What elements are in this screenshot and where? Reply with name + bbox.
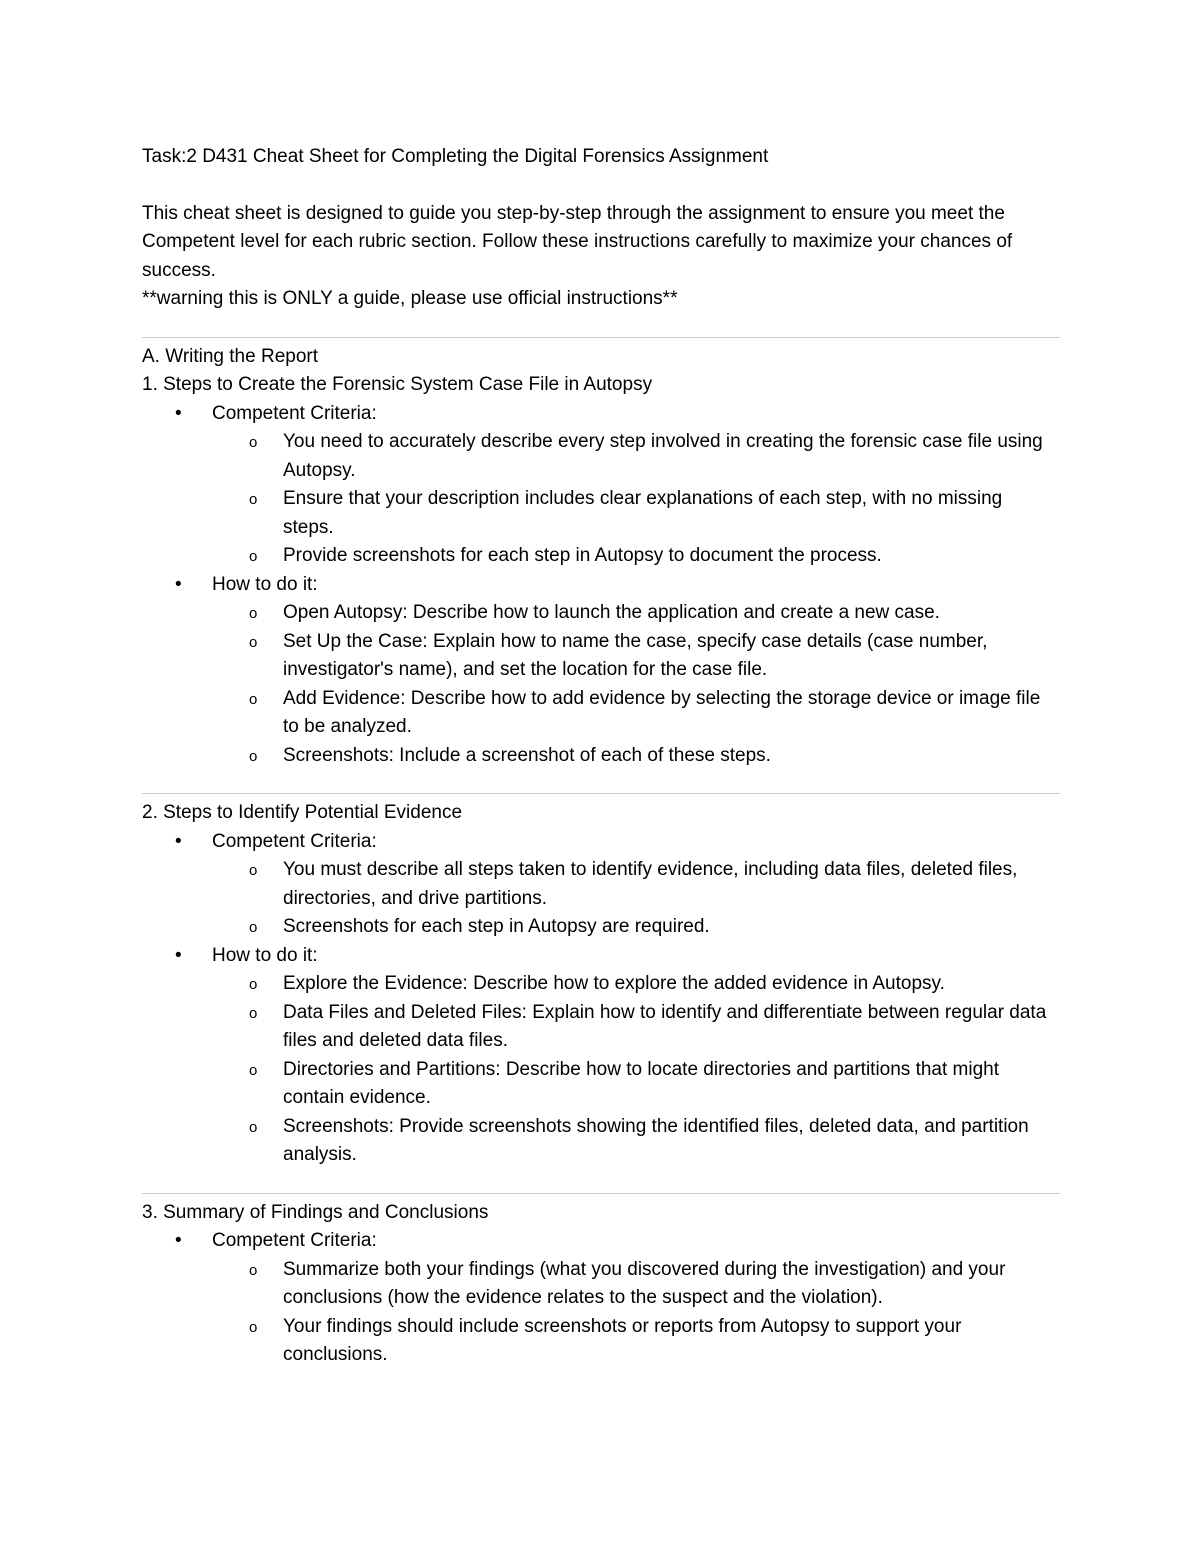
sub-item-text: Your findings should include screenshots or reports from Autopsy to support your conclusions.	[283, 1315, 962, 1365]
section-heading: 1. Steps to Create the Forensic System Case File in Autopsy	[142, 374, 653, 395]
sub-item	[212, 599, 1060, 628]
bullet-dot-icon: •	[175, 830, 182, 852]
sub-item	[212, 970, 1060, 999]
circle-bullet-icon: o	[249, 491, 258, 508]
bullet-list	[142, 400, 1060, 771]
circle-bullet-icon: o	[249, 1118, 258, 1136]
sub-item-text: Provide screenshots for each step in Autopsy to document the process.	[283, 545, 882, 566]
sub-item	[212, 1256, 1060, 1313]
circle-bullet-icon: o	[249, 1318, 258, 1336]
sub-item-text: Screenshots for each step in Autopsy are required.	[283, 916, 710, 937]
document-body	[142, 143, 1060, 1370]
sub-item-text: Screenshots: Include a screenshot of each of these steps.	[283, 744, 771, 766]
sub-item	[212, 999, 1060, 1056]
section-divider	[142, 1193, 1060, 1194]
part-heading: A. Writing the Report	[142, 345, 319, 367]
sub-item-text: Screenshots: Provide screenshots showing the identified files, deleted data, and partition analysis.	[283, 1115, 1029, 1165]
sub-item-text: Summarize both your findings (what you discovered during the investigation) and your conclusions (how the evidence relates to the suspect and the violation).	[283, 1258, 1006, 1308]
circle-bullet-icon: o	[249, 434, 258, 451]
sub-item-text: Explore the Evidence: Describe how to explore the added evidence in Autopsy.	[283, 973, 945, 994]
sub-item	[212, 1113, 1060, 1170]
bullet-dot-icon: •	[175, 1230, 182, 1251]
bullet-label: Competent Criteria:	[212, 830, 377, 852]
sections-container	[142, 371, 1060, 1370]
bullet-label: How to do it:	[212, 944, 318, 966]
circle-bullet-icon: o	[249, 919, 258, 936]
bullet-label: Competent Criteria:	[212, 1230, 377, 1251]
sub-item	[212, 485, 1060, 542]
circle-bullet-icon: o	[249, 690, 258, 708]
circle-bullet-icon: o	[249, 747, 258, 765]
bullet-label: Competent Criteria:	[212, 402, 377, 424]
circle-bullet-icon: o	[249, 548, 258, 565]
circle-bullet-icon: o	[249, 1061, 258, 1079]
sub-item	[212, 1056, 1060, 1113]
sub-item-text: Set Up the Case: Explain how to name the case, specify case details (case number, investigator's name), and set the location for the case file.	[283, 630, 988, 680]
circle-bullet-icon: o	[249, 1261, 258, 1279]
circle-bullet-icon: o	[249, 633, 258, 651]
section-heading: 2. Steps to Identify Potential Evidence	[142, 802, 463, 823]
bullet-dot-icon: •	[175, 402, 182, 424]
sub-list	[212, 856, 1060, 942]
bullet-item	[142, 571, 1060, 771]
sub-item	[212, 742, 1060, 771]
section-divider	[142, 337, 1060, 338]
bullet-label: How to do it:	[212, 573, 318, 595]
sub-item	[212, 913, 1060, 942]
sub-item	[212, 685, 1060, 742]
bullet-item	[142, 400, 1060, 571]
sub-item	[212, 1313, 1060, 1370]
sub-item	[212, 428, 1060, 485]
sub-item-text: You must describe all steps taken to identify evidence, including data files, deleted files, directories, and drive partitions.	[283, 859, 1018, 909]
bullet-dot-icon: •	[175, 573, 182, 595]
section-divider	[142, 793, 1060, 794]
sub-list	[212, 970, 1060, 1170]
circle-bullet-icon: o	[249, 976, 258, 993]
sub-item-text: Open Autopsy: Describe how to launch the application and create a new case.	[283, 602, 940, 623]
sub-item	[212, 856, 1060, 913]
sub-list	[212, 599, 1060, 770]
section-heading: 3. Summary of Findings and Conclusions	[142, 1201, 489, 1223]
bullet-item	[142, 942, 1060, 1170]
sub-list	[212, 428, 1060, 571]
bullet-dot-icon: •	[175, 944, 182, 966]
sub-item	[212, 542, 1060, 571]
bullet-list	[142, 828, 1060, 1170]
bullet-list	[142, 1227, 1060, 1370]
intro-paragraph: This cheat sheet is designed to guide you step-by-step through the assignment to ensure you meet the Competent level for each rubric section. Follow these instructions carefully to maximize your chances of success.	[142, 202, 1013, 281]
bullet-item	[142, 1227, 1060, 1370]
warning-note: **warning this is ONLY a guide, please use official instructions**	[142, 288, 678, 309]
sub-item-text: Add Evidence: Describe how to add evidence by selecting the storage device or image file to be analyzed.	[283, 687, 1041, 737]
sub-item	[212, 628, 1060, 685]
circle-bullet-icon: o	[249, 862, 258, 879]
sub-item-text: You need to accurately describe every step involved in creating the forensic case file using Autopsy.	[283, 431, 1043, 481]
circle-bullet-icon: o	[249, 1004, 258, 1022]
circle-bullet-icon: o	[249, 605, 258, 622]
sub-item-text: Data Files and Deleted Files: Explain how to identify and differentiate between regular data files and deleted data files.	[283, 1001, 1047, 1051]
sub-list	[212, 1256, 1060, 1370]
bullet-item	[142, 828, 1060, 942]
sub-item-text: Ensure that your description includes clear explanations of each step, with no missing steps.	[283, 488, 1003, 538]
sub-item-text: Directories and Partitions: Describe how to locate directories and partitions that might contain evidence.	[283, 1058, 1000, 1108]
document-title: Task:2 D431 Cheat Sheet for Completing the Digital Forensics Assignment	[142, 146, 769, 167]
